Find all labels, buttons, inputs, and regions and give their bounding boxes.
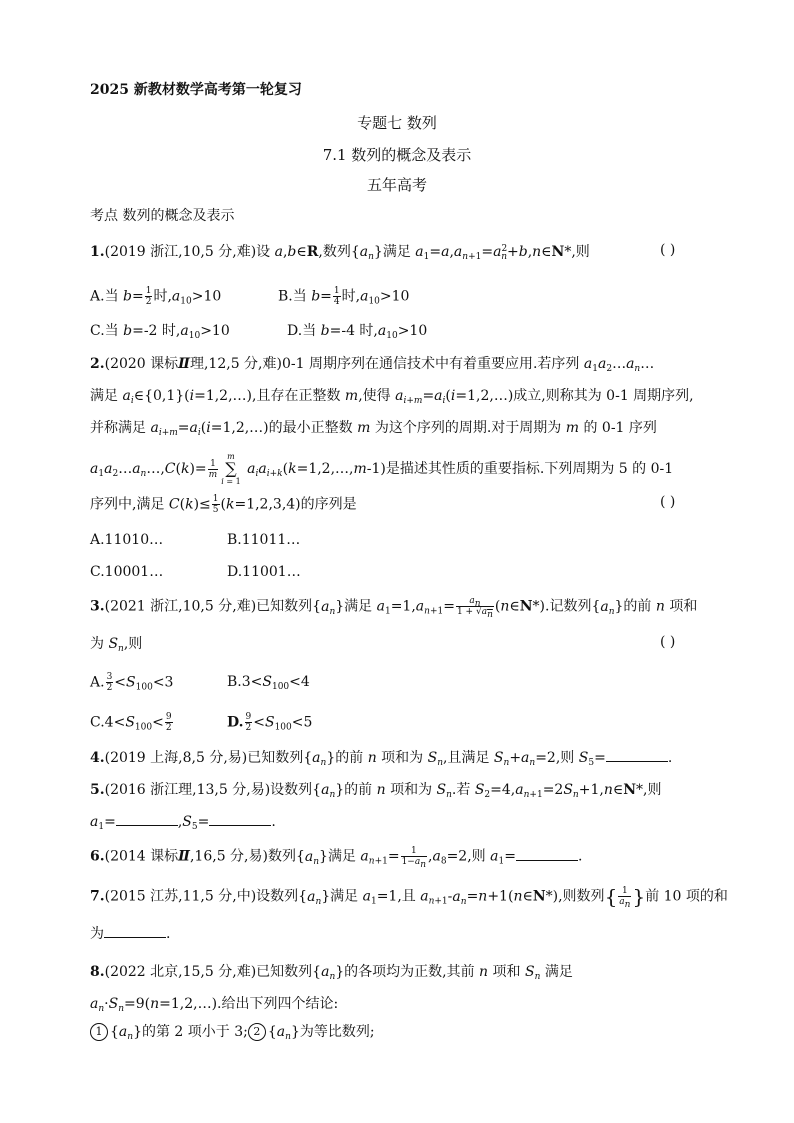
q2-option-a: A.11010… bbox=[90, 532, 164, 548]
question-4: 4.(2019 上海,8,5 分,易)已知数列$\{a_n\}$的前 n 项和为 $S_n$,且满足 $S_n+a_n=2$,则 $S_5=$ . bbox=[90, 750, 673, 768]
q3-option-d: D. $\frac{9}{2}$ $<S_{100}<5$ bbox=[227, 712, 313, 733]
question-6: 6.(2014 课标Ⅱ,16,5 分,易)数列$\{a_n\}$满足 $a_{n+1}=$ $\frac{1}{1-a_n}$ $,a_8=2$,则 $a_1=$ . bbox=[90, 846, 583, 870]
q2-option-b: B.11011… bbox=[227, 532, 301, 548]
question-8-line-2: $a_n\cdot S_n=9(n=1,2,\dots)$.给出下列四个结论: bbox=[90, 996, 339, 1014]
question-8-line-1: 8.(2022 北京,15,5 分,难)已知数列$\{a_n\}$的各项均为正数,其前 n 项和 $S_n$ 满足 bbox=[90, 964, 573, 982]
topic-heading: 专题七 数列 bbox=[357, 114, 437, 132]
q1-option-b: B.当 b= $\frac{1}{4}$ 时$,a_{10}>10$ bbox=[278, 286, 410, 307]
section-heading: 7.1 数列的概念及表示 bbox=[322, 146, 472, 164]
point-heading: 考点 数列的概念及表示 bbox=[90, 208, 235, 224]
question-2-line-5: 序列中,满足 C(k)≤ $\frac{1}{5}$ (k=1,2,3,4)的序列是 bbox=[90, 494, 357, 515]
q3-option-c: $C.4<S_{100}<$ $\frac{9}{2}$ bbox=[90, 712, 172, 733]
question-2-line-2: 满足 $a_i\in\{0,1\}(i=1,2,\dots)$,且存在正整数 m,使得 $a_{i+m}=a_i(i=1,2,\dots)$成立,则称其为 0-1 周期序列, bbox=[90, 388, 694, 406]
question-2-line-3: 并称满足 $a_{i+m}=a_i(i=1,2,\dots)$的最小正整数 m 为这个序列的周期.对于周期为 m 的 0-1 序列 bbox=[90, 420, 657, 438]
q1-number: 1. bbox=[90, 244, 105, 260]
question-7-line-2: 为 . bbox=[90, 926, 171, 942]
subsection-heading: 五年高考 bbox=[366, 176, 427, 194]
q1-source: (2019 浙江,10,5 分,难) bbox=[104, 244, 257, 260]
q7-answer-blank[interactable] bbox=[104, 925, 166, 938]
q2-option-d: D.11001… bbox=[227, 564, 301, 580]
q3-answer-paren: ( ) bbox=[660, 634, 676, 650]
doc-title: 2025 新教材数学高考第一轮复习 bbox=[90, 82, 302, 98]
q4-answer-blank[interactable] bbox=[606, 749, 668, 762]
question-5-line-2: $a_1= ,S_5=$ . bbox=[90, 814, 276, 832]
q1-option-a: A.当 b= $\frac{1}{2}$ 时$,a_{10}>10$ bbox=[90, 286, 222, 307]
circled-2-icon: 2 bbox=[248, 1023, 266, 1041]
q1-option-d: D.当 b=-4 时$,a_{10}>10$ bbox=[287, 323, 428, 341]
question-1: 1.(2019 浙江,10,5 分,难)设 a,b∈R,数列$\{a_n\}$满足 $a_1=a,a_{n+1}=a^2_n+b,n\in N*$,则 bbox=[90, 244, 590, 262]
question-5-line-1: 5.(2016 浙江理,13,5 分,易)设数列$\{a_n\}$的前 n 项和为 $S_n$.若 $S_2=4,a_{n+1}=2S_n+1,n\in N*$,则 bbox=[90, 782, 662, 800]
q2-option-c: C.10001… bbox=[90, 564, 164, 580]
q3-option-b: $B.3<S_{100}<4$ bbox=[227, 674, 310, 692]
q3-option-a: A. $\frac{3}{2}$ $<S_{100}<3$ bbox=[90, 672, 174, 693]
question-7-line-1: 7.(2015 江苏,11,5 分,中)设数列$\{a_n\}$满足 $a_1=1$,且 $a_{n+1}-a_n=n+1(n\in N*)$,则数列{ $\frac{1}{a_n}$ }前 10 项的和 bbox=[90, 884, 728, 910]
circled-1-icon: 1 bbox=[90, 1023, 108, 1041]
q6-answer-blank[interactable] bbox=[516, 848, 578, 861]
q2-answer-paren: ( ) bbox=[660, 494, 676, 510]
question-8-line-3: 1 $\{a_n\}$的第 2 项小于 3; 2 $\{a_n\}$为等比数列; bbox=[90, 1022, 375, 1042]
question-2-line-4: $a_1a_2\dots a_n\dots,C(k)=$ $\frac{1}{m}$ m ∑ i = 1 $a_ia_{i+k}(k=1,2,\dots,m-1)$是描述其性质的重要指标.下列周期为 5 的 0-1 bbox=[90, 452, 674, 486]
question-3-line-1: 3.(2021 浙江,10,5 分,难)已知数列$\{a_n\}$满足 $a_1=1,a_{n+1}=$ $\frac{a_n}{1 + √a_n}$ (n∈N*).记数列$\{a_n\}$的前 n 项和 bbox=[90, 596, 698, 620]
q5-answer-blank-2[interactable] bbox=[209, 813, 271, 826]
question-2-line-1: 2.(2020 课标Ⅱ理,12,5 分,难)0-1 周期序列在通信技术中有着重要应用.若序列 $a_1a_2\dots a_n\dots$ bbox=[90, 356, 655, 374]
question-3-line-2: 为 $S_n$,则 bbox=[90, 636, 143, 654]
q1-option-c: C.当 b=-2 时$,a_{10}>10$ bbox=[90, 323, 230, 341]
q1-answer-paren: ( ) bbox=[660, 242, 676, 258]
q5-answer-blank-1[interactable] bbox=[116, 813, 178, 826]
